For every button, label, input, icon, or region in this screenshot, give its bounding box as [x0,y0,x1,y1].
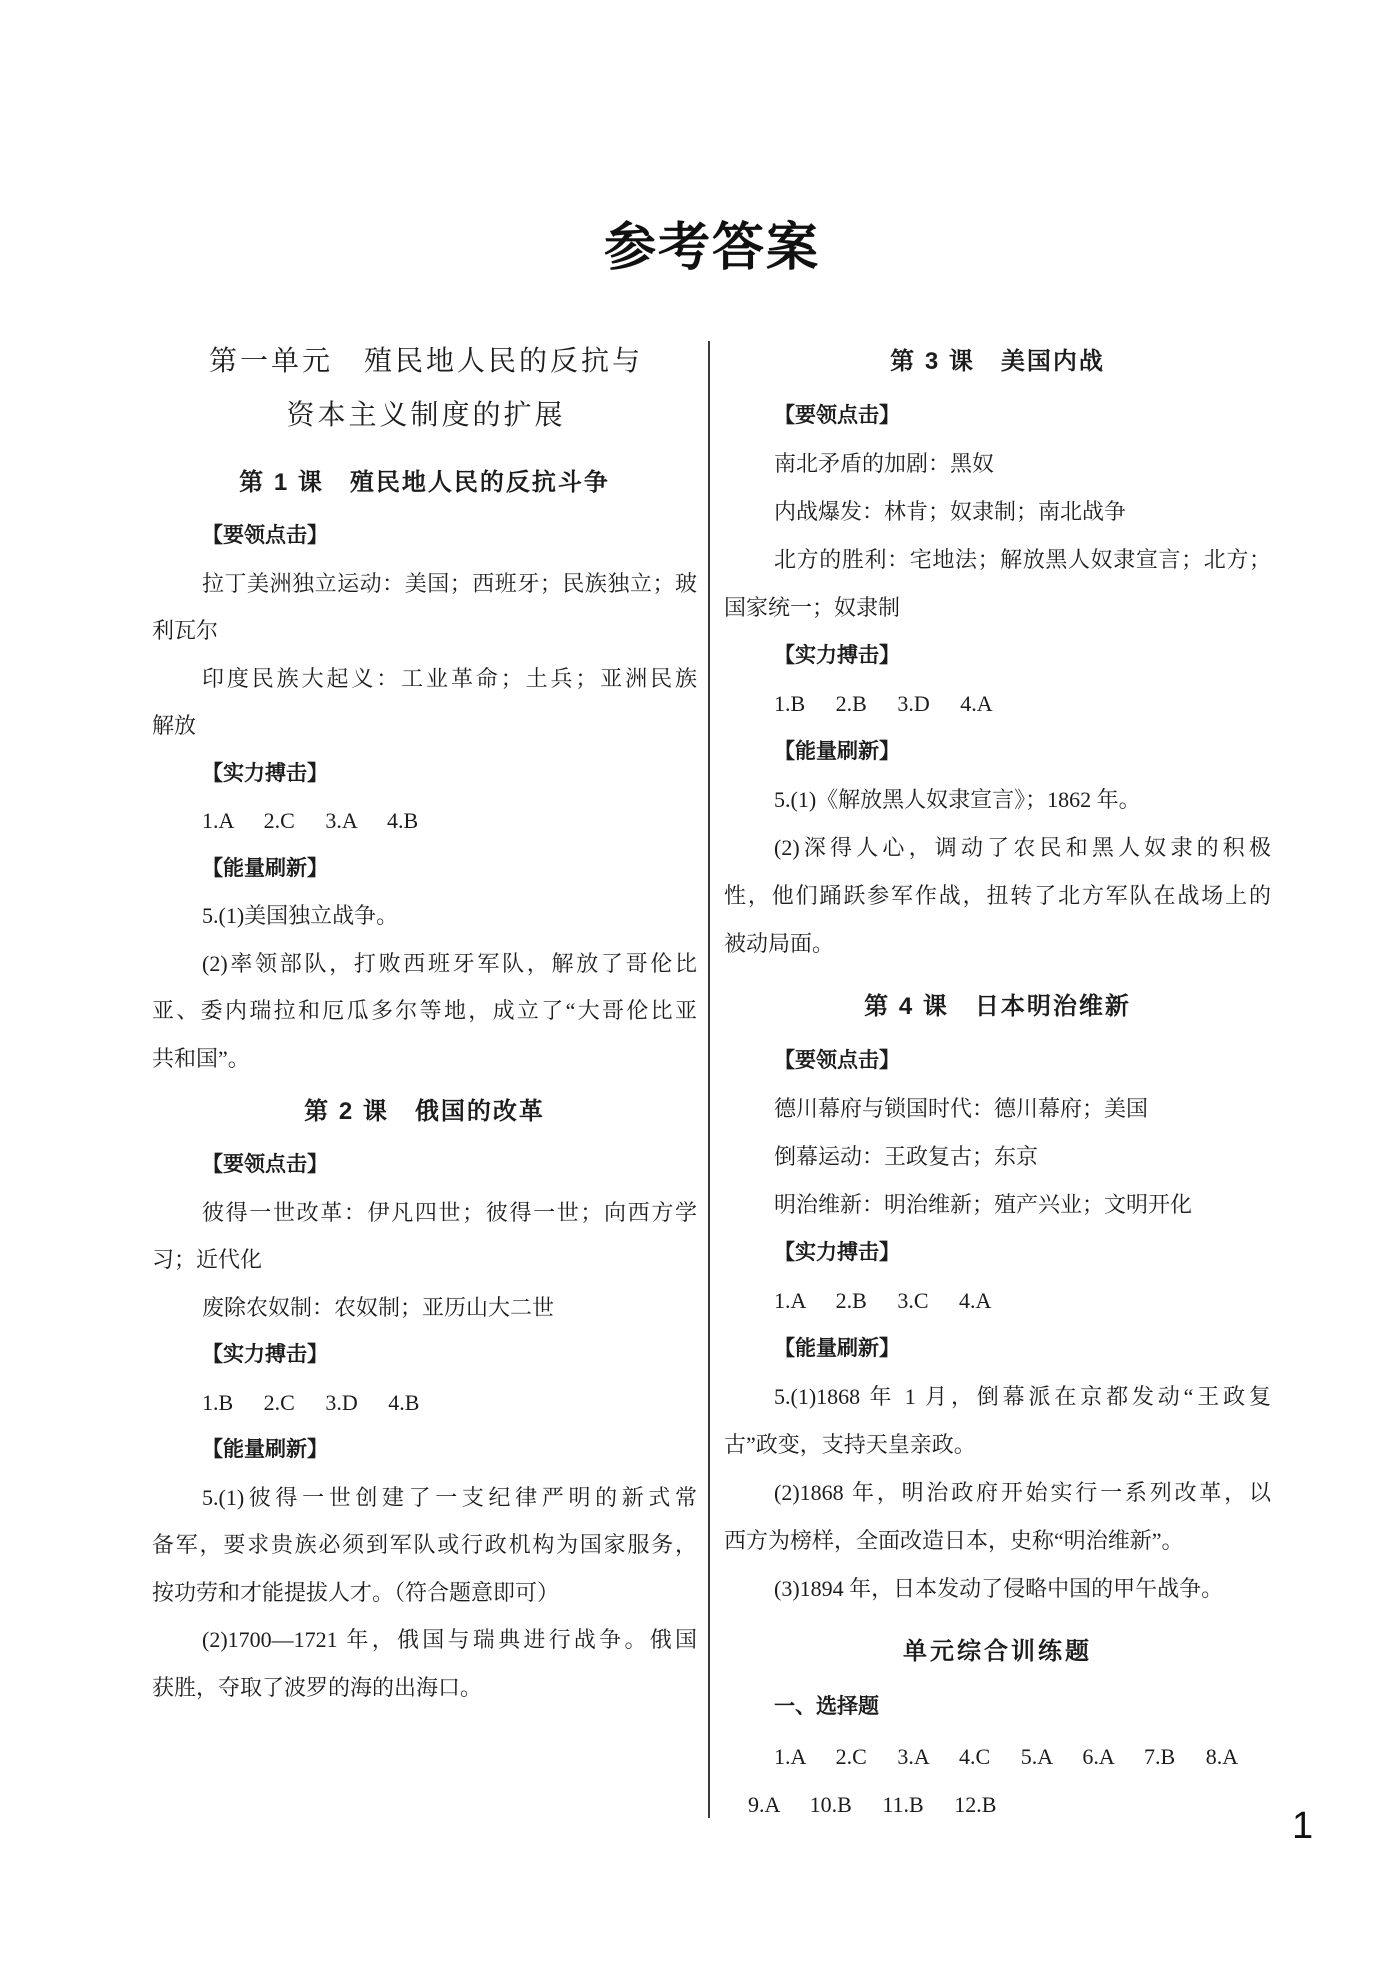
paragraph-line: 共和国”。 [152,1045,250,1071]
paragraph-line: 明治维新：明治维新；殖产兴业；文明开化 [774,1192,1193,1217]
answer-line: 9.A 10.B 11.B 12.B [748,1792,997,1817]
paragraph-line: 国家统一；奴隶制 [724,595,901,620]
section-label-key-points: 【要领点击】 [774,1049,900,1072]
unit-title-line: 第一单元 殖民地人民的反抗与 [208,346,643,377]
paragraph-line: 南北矛盾的加剧：黑奴 [774,451,995,476]
paragraph-line: 5.(1)《解放黑人奴隶宣言》；1862 年。 [774,787,1141,812]
paragraph-line: 解放 [152,713,197,738]
paragraph-line: (2)1868 年，明治政府开始实行一系列改革，以 [774,1480,1271,1505]
paragraph-line: 备军，要求贵族必须到军队或行政机构为国家服务， [152,1532,697,1557]
right-column [724,338,1271,1829]
section-label-practice: 【实力搏击】 [774,644,900,667]
page-title: 参考答案 [603,220,820,277]
paragraph-line: 亚、委内瑞拉和厄瓜多尔等地，成立了“大哥伦比亚 [152,998,697,1023]
paragraph-line: 按功劳和才能提拔人才。（符合题意即可） [152,1579,560,1605]
paragraph-line: 利瓦尔 [152,618,219,643]
column-divider [708,341,710,1818]
paragraph-line: 5.(1)美国独立战争。 [202,903,399,928]
section-label-refresh: 【能量刷新】 [774,740,900,763]
paragraph-line: (2)1700—1721 年，俄国与瑞典进行战争。俄国 [202,1627,697,1652]
paragraph-line: 5.(1)彼得一世创建了一支纪律严明的新式常 [202,1484,697,1510]
paragraph-line: 拉丁美洲独立运动：美国；西班牙；民族独立；玻 [202,570,697,596]
answer-line: 1.B 2.B 3.D 4.A [774,691,993,716]
paragraph-line: 古”政变，支持天皇亲政。 [724,1432,976,1457]
paragraph-line: (3)1894 年，日本发动了侵略中国的甲午战争。 [774,1576,1224,1601]
paragraph-line: 印度民族大起义：工业革命；土兵；亚洲民族 [202,665,697,691]
paragraph-line: 彼得一世改革：伊凡四世；彼得一世；向西方学 [202,1199,697,1225]
answer-line: 1.A 2.C 3.A 4.C 5.A 6.A 7.B 8.A [774,1744,1239,1769]
section-label-practice: 【实力搏击】 [774,1241,900,1264]
paragraph-line: 倒幕运动：王政复古；东京 [774,1144,1039,1169]
paragraph-line: 习；近代化 [152,1247,263,1272]
unit-title-line: 资本主义制度的扩展 [286,400,566,431]
paragraph-line: 获胜，夺取了波罗的海的出海口。 [152,1674,483,1700]
section-label-key-points: 【要领点击】 [202,1153,328,1176]
paragraph-line: 内战爆发：林肯；奴隶制；南北战争 [774,499,1127,524]
paragraph-line: (2)率领部队，打败西班牙军队，解放了哥伦比 [202,950,697,976]
lesson-title: 第 1 课 殖民地人民的反抗斗争 [239,469,610,496]
section-label-practice: 【实力搏击】 [202,761,328,785]
answer-line: 1.A 2.C 3.A 4.B [202,808,419,833]
section-label-refresh: 【能量刷新】 [202,856,328,880]
page-number: 1 [1292,1805,1314,1847]
section-label-key-points: 【要领点击】 [774,404,900,427]
paragraph-line: 德川幕府与锁国时代：德川幕府；美国 [774,1096,1149,1121]
left-column [152,335,697,1711]
answer-line: 1.A 2.B 3.C 4.A [774,1288,992,1313]
paragraph-line: (2)深得人心，调动了农民和黑人奴隶的积极 [774,835,1271,860]
paragraph-line: 废除农奴制：农奴制；亚历山大二世 [202,1294,555,1320]
paragraph-line: 性，他们踊跃参军作战，扭转了北方军队在战场上的 [724,883,1271,908]
section-label-practice: 【实力搏击】 [202,1343,328,1366]
section-label-refresh: 【能量刷新】 [774,1337,900,1360]
section-label-refresh: 【能量刷新】 [202,1438,328,1461]
lesson-title: 第 4 课 日本明治维新 [864,993,1131,1020]
paragraph-line: 西方为榜样，全面改造日本，史称“明治维新”。 [724,1528,1184,1553]
paragraph-line: 被动局面。 [724,931,835,956]
lesson-title: 第 3 课 美国内战 [890,348,1105,375]
paragraph-line: 5.(1)1868 年 1 月，倒幕派在京都发动“王政复 [774,1384,1271,1409]
unit-exercise-title: 单元综合训练题 [903,1638,1092,1665]
answer-line: 1.B 2.C 3.D 4.B [202,1389,420,1415]
section-label-key-points: 【要领点击】 [202,524,328,547]
lesson-title: 第 2 课 俄国的改革 [304,1098,545,1125]
paragraph-line: 北方的胜利：宅地法；解放黑人奴隶宣言；北方； [774,547,1271,572]
section-label-multiple-choice: 一、选择题 [774,1695,879,1718]
